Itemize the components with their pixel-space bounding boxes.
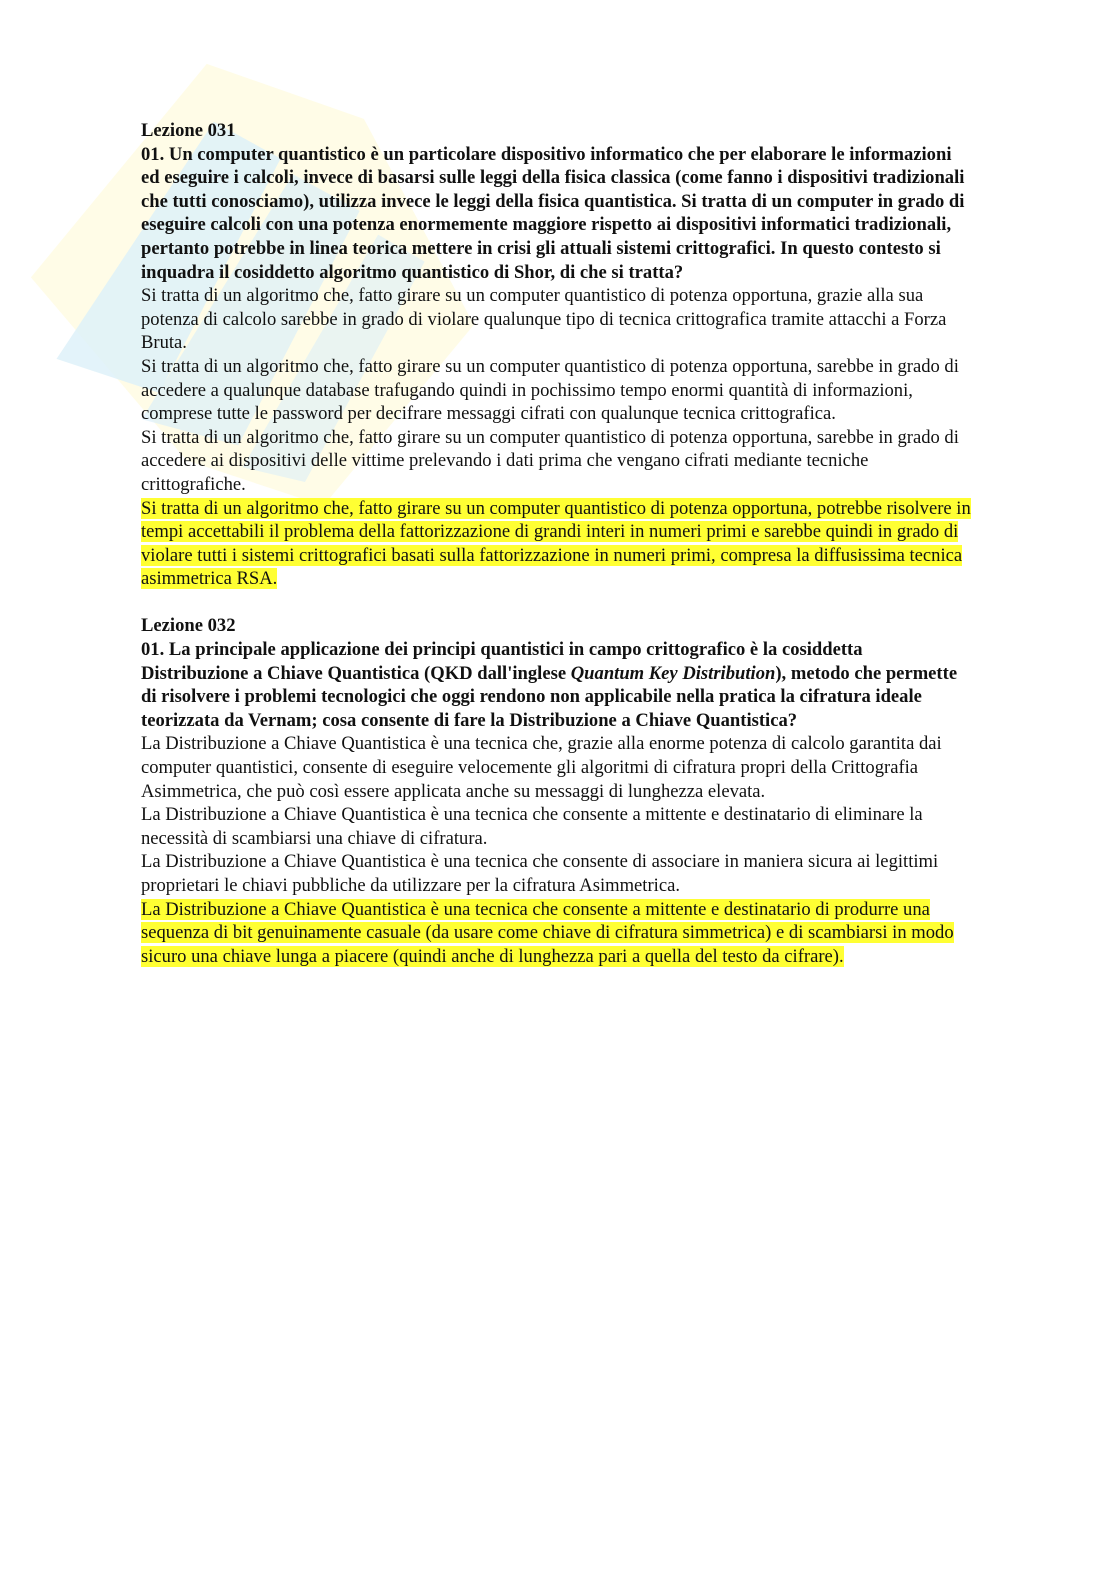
question-text-before: 01. La principale applicazione dei principi quantistici in campo crittografico è la cosiddetta Distribuzione a Chiave Quantistica (QKD dall'inglese	[141, 639, 863, 684]
answer-option-1: La Distribuzione a Chiave Quantistica è una tecnica che, grazie alla enorme potenza di calcolo garantita dai computer quantistici, consente di eseguire velocemente gli algoritmi di cifratura propri della Crittografia Asimmetrica, che può così essere applicata anche su messaggi di lunghezza elevata.	[141, 733, 942, 802]
answer-option-1: Si tratta di un algoritmo che, fatto girare su un computer quantistico di potenza opportuna, grazie alla sua potenza di calcolo sarebbe in grado di violare qualunque tipo di tecnica crittografica tramite attacchi a Forza Bruta.	[141, 285, 947, 354]
question-text	[141, 638, 971, 732]
lesson-title: Lezione 032	[141, 615, 236, 637]
document-page	[141, 119, 971, 968]
question-text: 01. Un computer quantistico è un particolare dispositivo informatico che per elaborare le informazioni ed eseguire i calcoli, invece di basarsi sulle leggi della fisica classica (come fanno i dispositivi tradizionali che tutti conosciamo), utilizza invece le leggi della fisica quantistica. Si tratta di un computer in grado di eseguire calcoli con una potenza enormemente maggiore rispetto ai dispositivi informatici tradizionali, pertanto potrebbe in linea teorica mettere in crisi gli attuali sistemi crittografici. In questo contesto si inquadra il cosiddetto algoritmo quantistico di Shor, di che si tratta?	[141, 143, 965, 283]
answer-option-2: Si tratta di un algoritmo che, fatto girare su un computer quantistico di potenza opportuna, sarebbe in grado di accedere a qualunque database trafugando quindi in pochissimo tempo enormi quantità di informazioni, comprese tutte le password per decifrare messaggi cifrati con qualunque tecnica crittografica.	[141, 355, 959, 425]
answer-option-2: La Distribuzione a Chiave Quantistica è una tecnica che consente a mittente e destinatario di eliminare la necessità di scambiarsi una chiave di cifratura.	[141, 804, 923, 849]
answer-option-3: La Distribuzione a Chiave Quantistica è una tecnica che consente di associare in maniera sicura ai legittimi proprietari le chiavi pubbliche da utilizzare per la cifratura Asimmetrica.	[141, 851, 939, 896]
highlighted-answer: Si tratta di un algoritmo che, fatto girare su un computer quantistico di potenza opportuna, potrebbe risolvere in tempi accettabili il problema della fattorizzazione di grandi interi in numeri primi e sarebbe quindi in grado di violare tutti i sistemi crittografici basati sulla fattorizzazione in numeri primi, compresa la diffusissima tecnica asimmetrica RSA.	[141, 497, 971, 590]
highlighted-answer: La Distribuzione a Chiave Quantistica è una tecnica che consente a mittente e destinatario di produrre una sequenza di bit genuinamente casuale (da usare come chiave di cifratura simmetrica) e di scambiarsi in modo sicuro una chiave lunga a piacere (quindi anche di lunghezza pari a quella del testo da cifrare).	[141, 898, 954, 967]
lesson-031	[141, 119, 971, 591]
question-text-italic: Quantum Key Distribution	[570, 662, 776, 684]
answer-option-4-correct	[141, 898, 971, 969]
lesson-title: Lezione 031	[141, 120, 236, 141]
question-text-after: ), metodo che permette di risolvere i problemi tecnologici che oggi rendono non applicabile nella pratica la cifratura ideale teorizzata da Vernam; cosa consente di fare la Distribuzione a Chiave Quantistica?	[141, 662, 958, 731]
answer-option-3: Si tratta di un algoritmo che, fatto girare su un computer quantistico di potenza opportuna, sarebbe in grado di accedere ai dispositivi delle vittime prelevando i dati prima che vengano cifrati mediante tecniche crittografiche.	[141, 426, 959, 495]
lesson-032	[141, 614, 971, 968]
answer-option-4-correct	[141, 497, 971, 591]
